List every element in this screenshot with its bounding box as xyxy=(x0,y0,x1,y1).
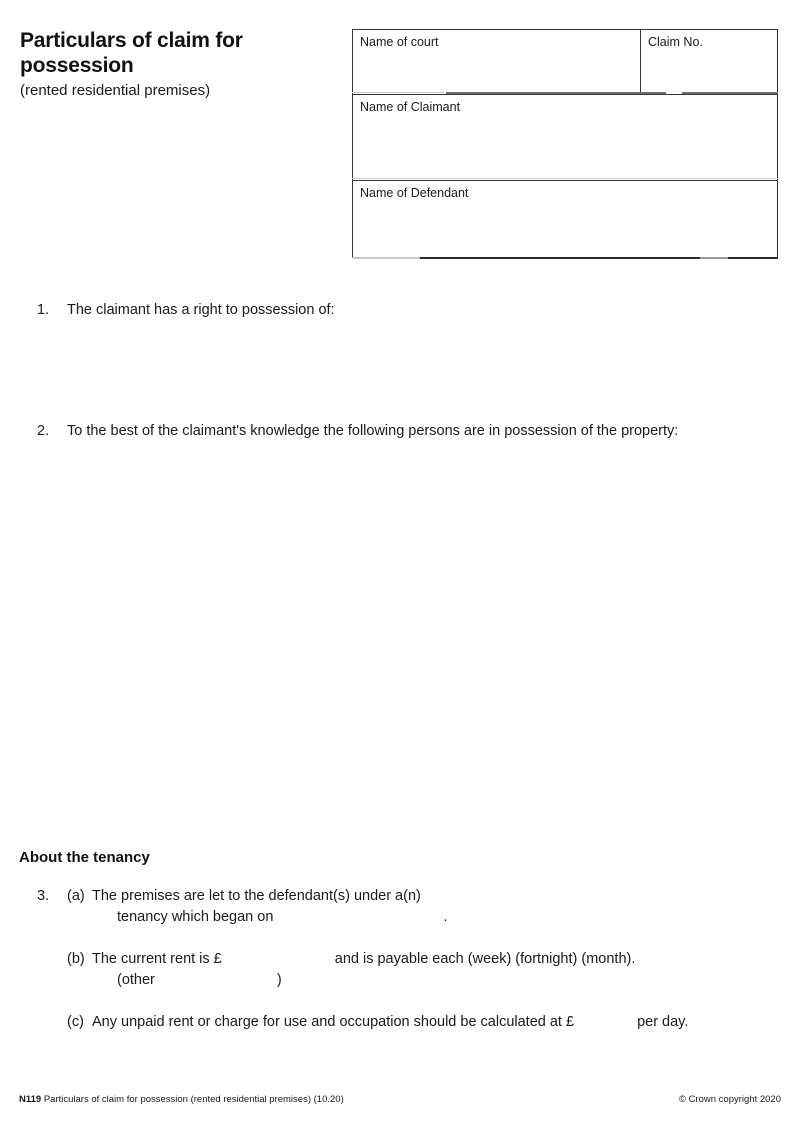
name-of-claimant-label: Name of Claimant xyxy=(360,100,461,114)
box-rule-artifact xyxy=(352,257,420,259)
box-rule-artifact xyxy=(700,257,728,259)
clause-3a-line2 xyxy=(92,907,777,928)
name-of-defendant-label: Name of Defendant xyxy=(360,186,469,200)
clause-3b-line2 xyxy=(92,970,777,991)
name-of-court-field[interactable] xyxy=(353,30,640,94)
page-title-line-2: possession xyxy=(20,54,134,77)
clause-1 xyxy=(37,300,335,321)
claim-no-label: Claim No. xyxy=(648,35,703,49)
page-footer xyxy=(19,1093,781,1106)
box-rule-artifact xyxy=(682,92,778,94)
clause-3-number: 3. xyxy=(37,888,50,904)
box-rule-artifact xyxy=(420,257,700,259)
clause-2 xyxy=(37,421,678,442)
clause-3a-line1: The premises are let to the defendant(s) under a(n) xyxy=(92,888,421,904)
page-title xyxy=(20,28,330,101)
clause-3b-line1-prefix: The current rent is £ xyxy=(92,951,222,967)
clause-2-number: 2. xyxy=(37,423,50,439)
clause-3b-line2-prefix: (other xyxy=(117,972,155,988)
clause-3 xyxy=(37,886,777,1033)
box-rule-artifact xyxy=(352,178,700,179)
box-rule-artifact xyxy=(352,92,444,93)
name-of-claimant-field[interactable] xyxy=(353,94,777,180)
clause-3a-line2-prefix: tenancy which began on xyxy=(117,909,274,925)
clause-1-number: 1. xyxy=(37,302,50,318)
clause-3b-marker: (b) xyxy=(67,951,85,967)
clause-3c xyxy=(37,1012,777,1033)
court-details-box xyxy=(352,29,778,258)
court-details-row-court xyxy=(353,30,777,94)
box-rule-artifact xyxy=(728,257,778,259)
name-of-claimant-value xyxy=(353,115,777,131)
clause-1-text: The claimant has a right to possession of: xyxy=(67,302,335,318)
claim-no-field[interactable] xyxy=(640,30,777,94)
clause-2-answer-area[interactable] xyxy=(67,447,767,817)
footer-form-code: N119 xyxy=(19,1094,42,1105)
page-title-line-1: Particulars of claim for xyxy=(20,29,243,52)
name-of-defendant-field[interactable] xyxy=(353,180,777,257)
box-rule-artifact xyxy=(700,178,778,179)
footer-copyright: © Crown copyright 2020 xyxy=(678,1094,781,1105)
name-of-court-label: Name of court xyxy=(360,35,439,49)
page-subtitle: (rented residential premises) xyxy=(20,82,211,99)
clause-3b-line1-suffix: and is payable each (week) (fortnight) (month). xyxy=(334,951,636,967)
clause-3a-line2-suffix: . xyxy=(443,909,448,925)
claim-no-value xyxy=(641,50,777,66)
box-rule-artifact xyxy=(446,92,666,94)
clause-3a xyxy=(37,886,777,928)
clause-3b xyxy=(37,949,777,991)
clause-3c-text-prefix: Any unpaid rent or charge for use and occupation should be calculated at £ xyxy=(92,1014,575,1030)
section-heading-about-the-tenancy: About the tenancy xyxy=(19,849,150,866)
clause-3c-marker: (c) xyxy=(67,1014,84,1030)
clause-2-text: To the best of the claimant's knowledge the following persons are in possession of the property: xyxy=(67,423,679,439)
footer-form-description: Particulars of claim for possession (rented residential premises) (10.20) xyxy=(43,1094,344,1105)
name-of-defendant-value xyxy=(353,201,777,217)
name-of-court-value xyxy=(353,50,640,66)
footer-form-reference xyxy=(19,1093,344,1106)
clause-3b-line2-suffix: ) xyxy=(276,972,282,988)
clause-3a-marker: (a) xyxy=(67,888,85,904)
clause-3c-text-suffix: per day. xyxy=(637,1014,689,1030)
clause-1-answer-area[interactable] xyxy=(67,325,767,405)
clause-3b-line1 xyxy=(92,949,777,970)
